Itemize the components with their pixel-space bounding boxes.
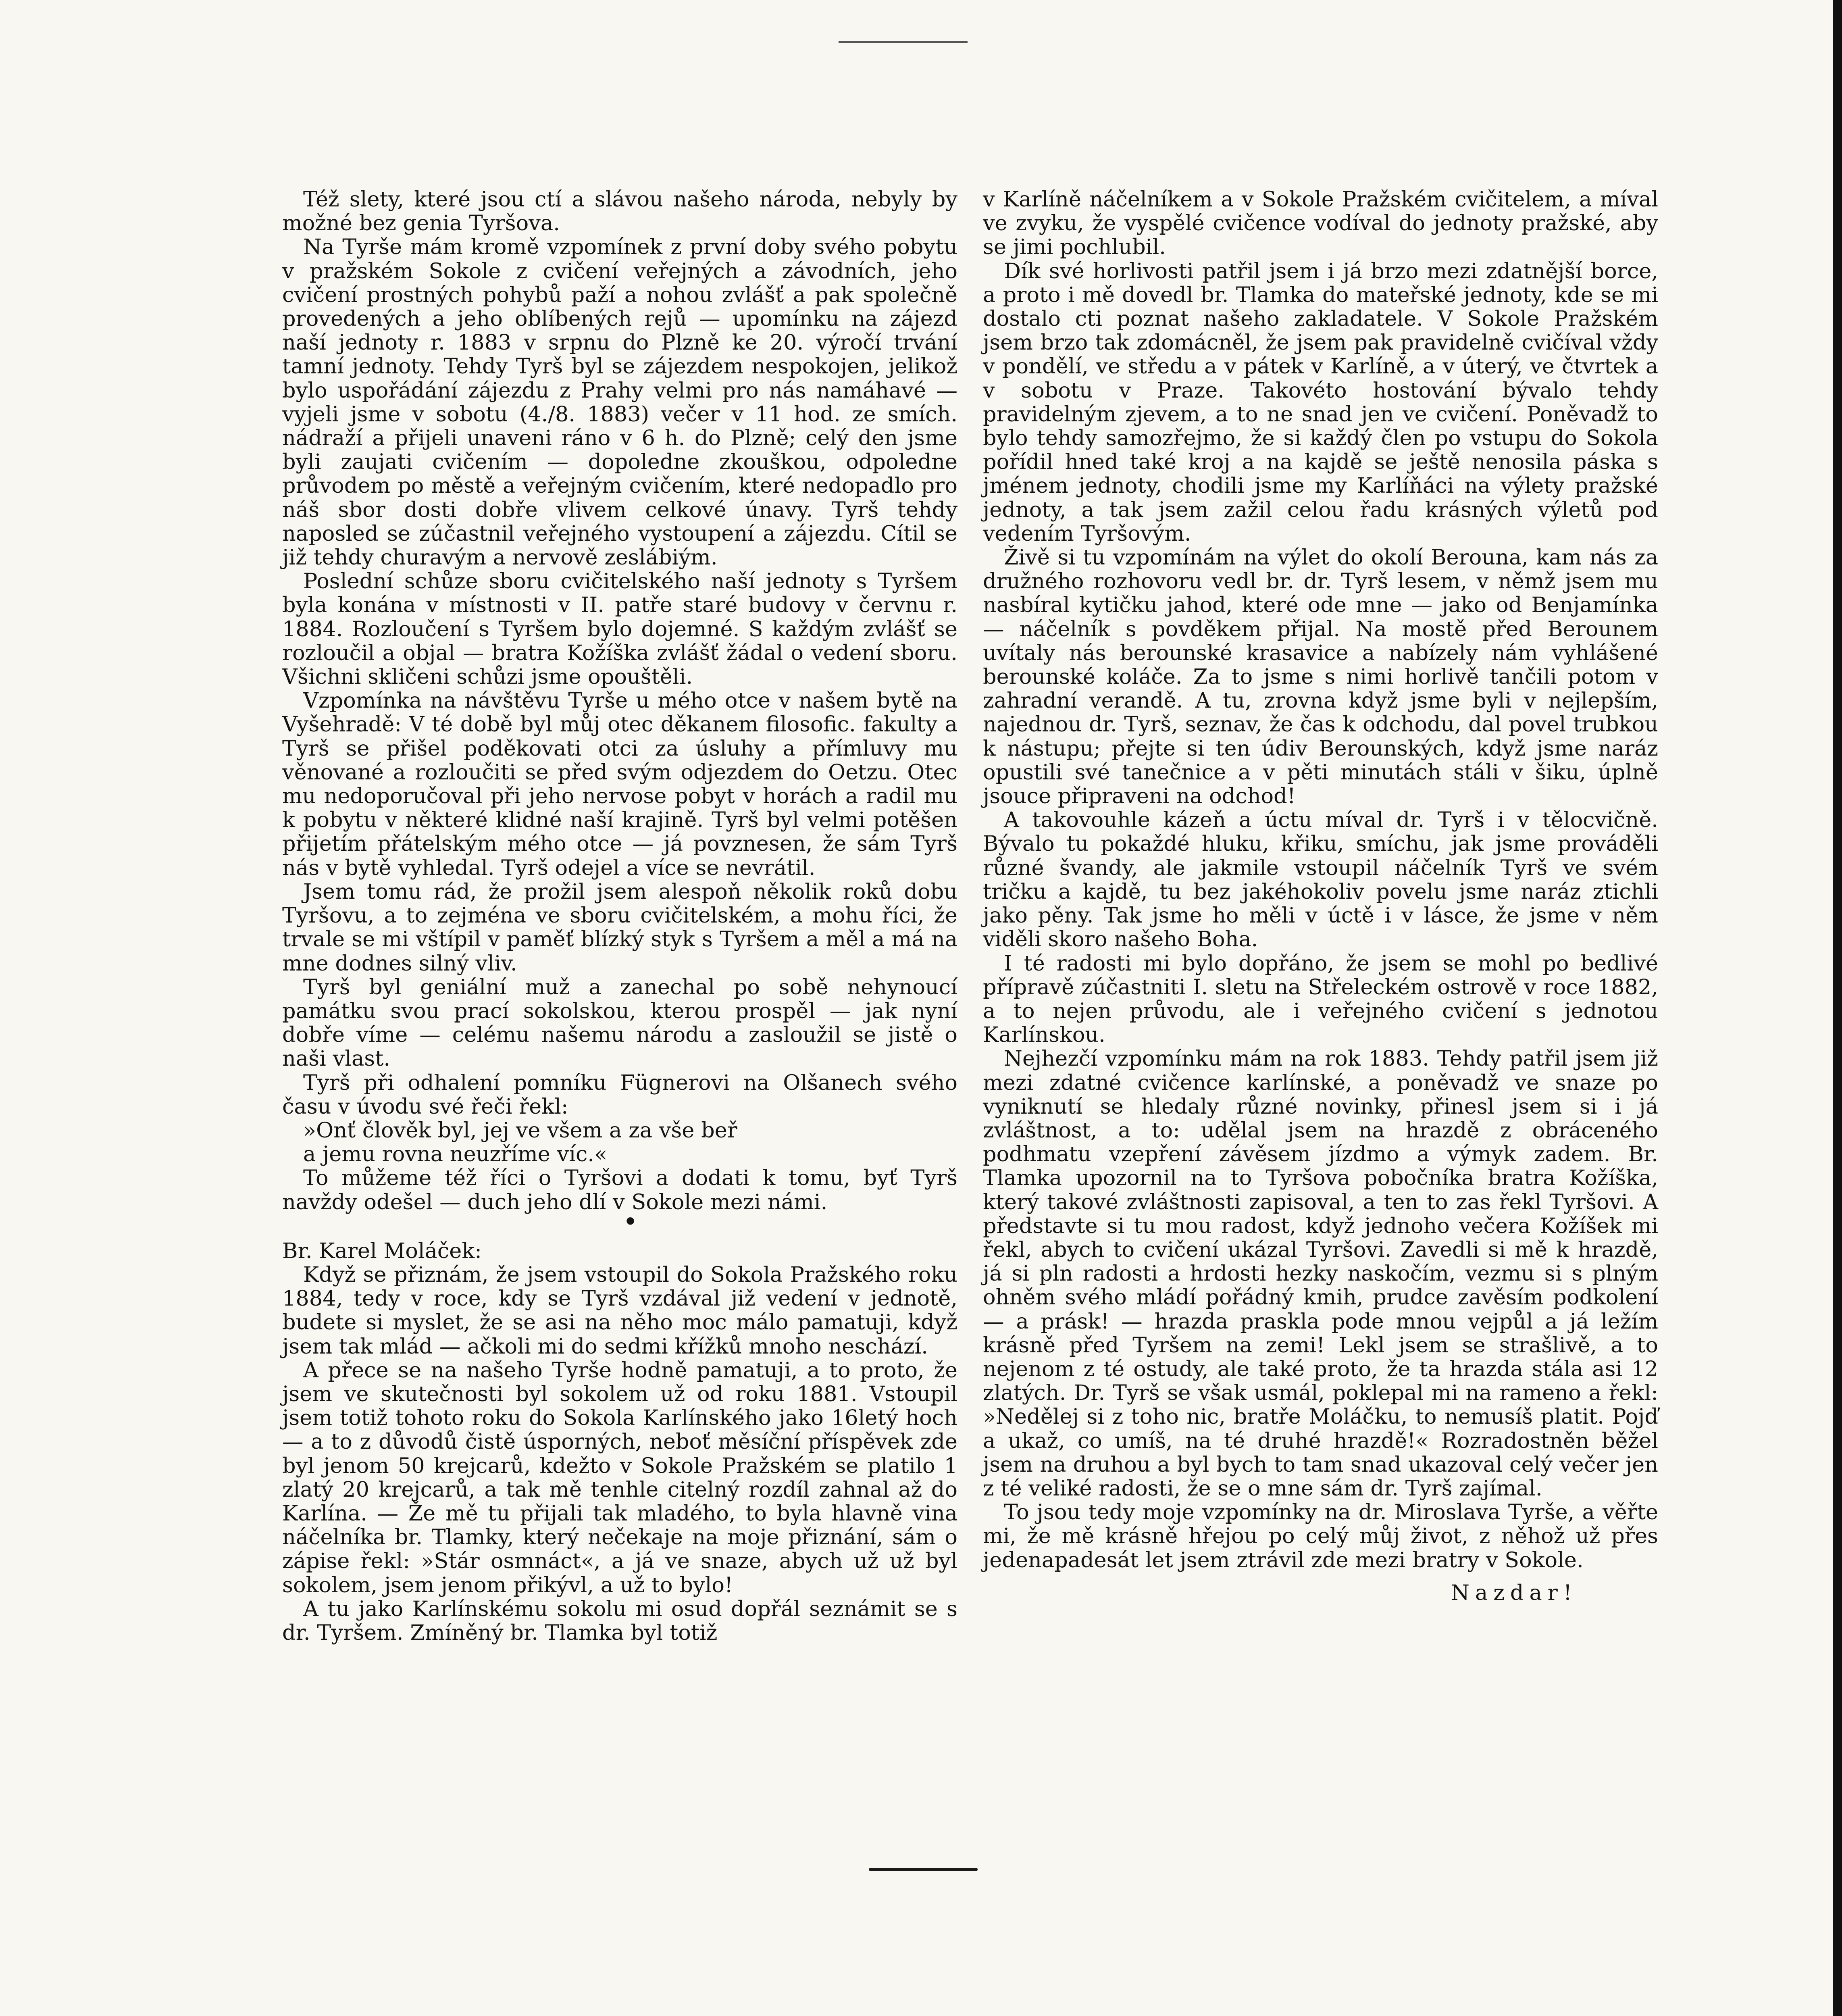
paragraph: To jsou tedy moje vzpomínky na dr. Miroslava Tyrše, a věřte mi, že mě krásně hřejou po celý můj život, z něhož už přes jedenapadesát let jsem ztrávil zde mezi bratry v Sokole. (983, 1500, 1658, 1572)
paragraph: A tu jako Karlínskému sokolu mi osud dopřál seznámit se s dr. Tyršem. Zmíněný br. Tlamka byl totiž (282, 1596, 957, 1645)
paragraph: Nejhezčí vzpomínku mám na rok 1883. Tehdy patřil jsem již mezi zdatné cvičence karlínské, a poněvadž ve snaze po vyniknutí se hledaly různé novinky, přinesl jsem si i já zvláštnost, a to: udělal jsem na hrazdě z obráceného podhmatu vzepření závěsem jízdmo a výmyk zadem. Br. Tlamka upozornil na to Tyršova pobočníka bratra Kožíška, který takové zvláštnosti zapisoval, a ten to zas řekl Tyršovi. A představte si tu mou radost, když jednoho večera Kožíšek mi řekl, abych to cvičení ukázal Tyršovi. Zavedli si mě k hrazdě, já si pln radosti a hrdosti hezky naskočím, vezmu si s plným ohněm svého mládí pořádný kmih, prudce zavěsím podkolení — a prásk! — hrazda praskla pode mnou vejpůl a já ležím krásně před Tyršem na zemi! Lekl jsem se strašlivě, a to nejenom z té ostudy, ale také proto, že ta hrazda stála asi 12 zlatých. Dr. Tyrš se však usmál, poklepal mi na rameno a řekl: »Nedělej si z toho nic, bratře Moláčku, to nemusíš platit. Pojď a ukaž, co umíš, na té druhé hrazdě!« Rozradostněn běžel jsem na druhou a byl bych to tam snad ukazoval celý večer jen z té veliké radosti, že se o mne sám dr. Tyrš zajímal. (983, 1046, 1658, 1501)
paragraph: Poslední schůze sboru cvičitelského naší jednoty s Tyršem byla konána v místnosti v II. patře staré budovy v červnu r. 1884. Rozloučení s Tyršem bylo dojemné. S každým zvlášť se rozloučil a objal — bratra Kožíška zvlášť žádal o vedení sboru. Všichni skličeni schůzi jsme opouštěli. (282, 569, 957, 689)
right-column (983, 187, 1658, 1605)
paragraph: Když se přiznám, že jsem vstoupil do Sokola Pražského roku 1884, tedy v roce, kdy se Tyrš vzdával již vedení v jednotě, budete si myslet, že se asi na něho moc málo pamatuji, když jsem tak mlád — ačkoli mi do sedmi křížků mnoho neschází. (282, 1262, 957, 1359)
paragraph: Živě si tu vzpomínám na výlet do okolí Berouna, kam nás za družného rozhovoru vedl br. dr. Tyrš lesem, v němž jsem mu nasbíral kytičku jahod, které ode mne — jako od Benjamínka — náčelník s povděkem přijal. Na mostě před Berounem uvítaly nás berounské krasavice a nabízely nám vyhlášené berounské koláče. Za to jsme s nimi horlivě tančili potom v zahradní verandě. A tu, zrovna když jsme byli v nejlepším, najednou dr. Tyrš, seznav, že čas k odchodu, dal povel trubkou k nástupu; přejte si ten údiv Berounských, když jsme naráz opustili své tanečnice a v pěti minutách stáli v šiku, úplně jsouce připraveni na odchod! (983, 545, 1658, 809)
top-edge-mark (839, 25, 968, 43)
quote-line: a jemu rovna neuzříme víc.« (303, 1142, 608, 1167)
paragraph: Tyrš byl geniální muž a zanechal po sobě nehynoucí památku svou prací sokolskou, kterou prospěl — jak nyní dobře víme — celému našemu národu a zasloužil se jistě o naši vlast. (282, 975, 957, 1071)
paragraph: Vzpomínka na návštěvu Tyrše u mého otce v našem bytě na Vyšehradě: V té době byl můj otec děkanem filosofic. fakulty a Tyrš se přišel poděkovati otci za úsluhy a přímluvy mu věnované a rozloučiti se před svým odjezdem do Oetzu. Otec mu nedoporučoval při jeho nervose pobyt v horách a radil mu k pobytu v některé klidné naší krajině. Tyrš byl velmi potěšen přijetím přátelským mého otce — já povznesen, že sám Tyrš nás v bytě vyhledal. Tyrš odejel a více se nevrátil. (282, 688, 957, 880)
paragraph: I té radosti mi bylo dopřáno, že jsem se mohl po bedlivé přípravě zúčastniti I. sletu na Střeleckém ostrově v roce 1882, a to nejen průvodu, ale i veřejného cvičení s jednotou Karlínskou. (983, 951, 1658, 1048)
paragraph: A takovouhle kázeň a úctu míval dr. Tyrš i v tělocvičně. Bývalo tu pokaždé hluku, křiku, smíchu, jak jsme prováděli různé švandy, ale jakmile vstoupil náčelník Tyrš ve svém tričku a kajdě, tu bez jakéhokoliv povelu jsme naráz ztichli jako pěny. Tak jsme ho měli v úctě i v lásce, že jsme v něm viděli skoro našeho Boha. (983, 808, 1658, 952)
paragraph: v Karlíně náčelníkem a v Sokole Pražském cvičitelem, a míval ve zvyku, že vyspělé cvičence vodíval do jednoty pražské, aby se jimi pochlubil. (983, 187, 1658, 260)
paragraph: A přece se na našeho Tyrše hodně pamatuji, a to proto, že jsem ve skutečnosti byl sokolem už od roku 1881. Vstoupil jsem totiž tohoto roku do Sokola Karlínského jako 16letý hoch — a to z důvodů čistě úsporných, neboť měsíční příspěvek zde byl jenom 50 krejcarů, kdežto v Sokole Pražském se platilo 1 zlatý 20 krejcarů, a tak mě tenhle citelný rozdíl zahnal až do Karlína. — Že mě tu přijali tak mladého, to byla hlavně vina náčelníka br. Tlamky, který nečekaje na moje přiznání, sám o zápise řekl: »Stár osmnáct«, a já ve snaze, abych už už byl sokolem, jsem jenom přikývl, a už to bylo! (282, 1358, 957, 1597)
paragraph: To můžeme též říci o Tyršovi a dodati k tomu, byť Tyrš navždy odešel — duch jeho dlí v Sokole mezi námi. (282, 1166, 957, 1214)
paragraph: Též slety, které jsou ctí a slávou našeho národa, nebyly by možné bez genia Tyršova. (282, 187, 957, 236)
section-separator: • (623, 1209, 637, 1234)
paragraph: Dík své horlivosti patřil jsem i já brzo mezi zdatnější borce, a proto i mě dovedl br. Tlamka do mateřské jednoty, kde se mi dostalo cti poznat našeho zakladatele. V Sokole Pražském jsem brzo tak zdomácněl, že jsem pak pravidelně cvičíval vždy v pondělí, ve středu a v pátek v Karlíně, a v úterý, ve čtvrtek a v sobotu v Praze. Takovéto hostování bývalo tehdy pravidelným zjevem, a to ne snad jen ve cvičení. Poněvadž to bylo tehdy samozřejmo, že si každý člen po vstupu do Sokola pořídil hned také kroj a na kajdě se ještě nenosila páska s jménem jednoty, chodili jsme my Karlíňáci na výlety pražské jednoty, a tak jsem zažil celou řadu krásných výletů pod vedením Tyršovým. (983, 258, 1658, 546)
left-column (282, 187, 957, 1645)
signoff: Nazdar! (1451, 1580, 1578, 1605)
paragraph: Tyrš při odhalení pomníku Fügnerovi na Olšanech svého času v úvodu své řeči řekl: (282, 1070, 957, 1119)
closing-rule (869, 1868, 978, 1871)
paragraph: Na Tyrše mám kromě vzpomínek z první doby svého pobytu v pražském Sokole z cvičení veřejných a závodních, jeho cvičení prostných pohybů paží a nohou zvlášť a pak společně provedených a jeho oblíbených rejů — upomínku na zájezd naší jednoty r. 1883 v srpnu do Plzně ke 20. výročí trvání tamní jednoty. Tehdy Tyrš byl se zájezdem nespokojen, jelikož bylo uspořádání zájezdu z Prahy velmi pro nás namáhavé — vyjeli jsme v sobotu (4./8. 1883) večer v 11 hod. ze smích. nádraží a přijeli unaveni ráno v 6 h. do Plzně; celý den jsme byli zaujati cvičením — dopoledne zkouškou, odpoledne průvodem po městě a veřejným cvičením, které nedopadlo pro náš sbor dosti dobře vlivem celkové únavy. Tyrš tehdy naposled se zúčastnil veřejného vystoupení a zájezdu. Cítil se již tehdy churavým a nervově zeslábiým. (282, 235, 957, 570)
paragraph: Jsem tomu rád, že prožil jsem alespoň několik roků dobu Tyršovu, a to zejména ve sboru cvičitelském, a mohu říci, že trvale se mi vštípil v paměť blízký styk s Tyršem a měl a má na mne dodnes silný vliv. (282, 879, 957, 976)
author-heading: Br. Karel Moláček: (282, 1238, 482, 1263)
quote-line: »Onť člověk byl, jej ve všem a za vše beř (303, 1118, 737, 1143)
